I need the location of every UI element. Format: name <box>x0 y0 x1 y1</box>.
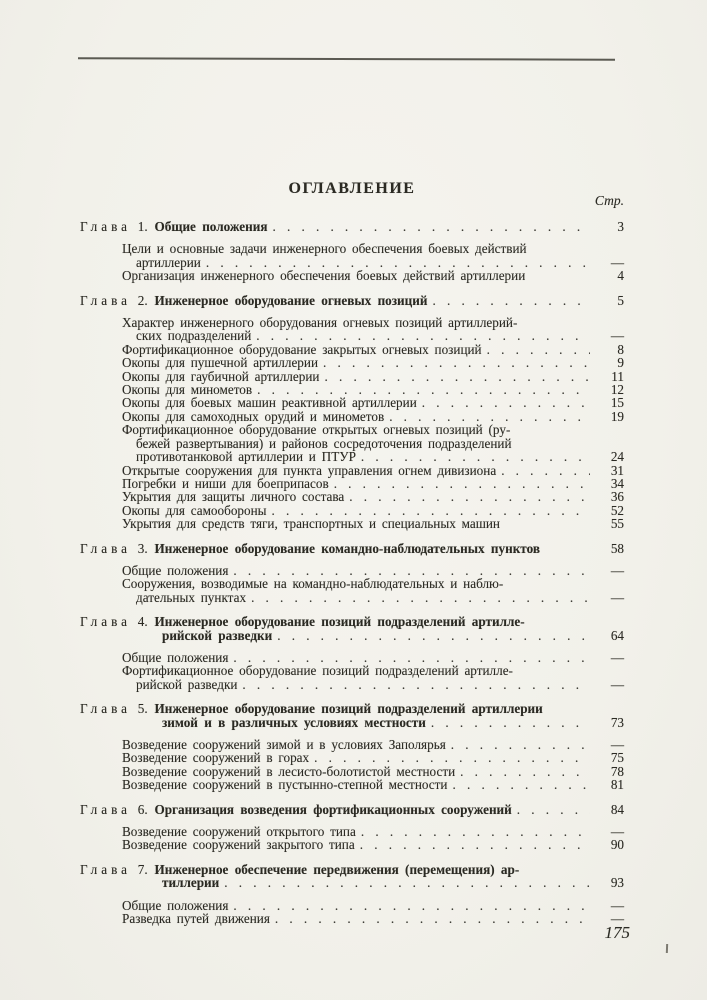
entry-text <box>80 615 525 628</box>
entry-page-number: 19 <box>610 408 624 424</box>
toc-line <box>80 678 624 691</box>
toc-line <box>80 542 624 555</box>
folio-page-number: 175 <box>604 923 630 942</box>
chapter-title: Инженерное обеспечение передвижения (перемещения) ар- <box>154 861 520 877</box>
entry-page-number: 84 <box>610 801 624 817</box>
entry-text: Возведение сооружений открытого типа <box>122 824 356 840</box>
entry-page-number: — <box>610 911 624 927</box>
entry-text: Погребки и ниши для боеприпасов <box>122 475 329 491</box>
chapter-number: 7. <box>131 861 154 877</box>
chapter-number: 6. <box>131 801 154 817</box>
toc-line <box>80 294 624 307</box>
dot-leader <box>319 370 590 383</box>
entry-page-number: — <box>610 737 624 752</box>
entry-text: Окопы для пушечной артиллерии <box>122 355 319 371</box>
dot-leader <box>356 825 590 838</box>
toc-line <box>80 464 624 477</box>
entry-text: Фортификационное оборудование открытых огневых позиций (ру- <box>122 422 511 438</box>
toc-line <box>80 564 624 577</box>
toc-entry-sub <box>80 316 624 343</box>
entry-text <box>80 702 543 715</box>
toc-entry-sub <box>80 751 624 764</box>
entry-page-number: 5 <box>617 292 624 308</box>
entry-page-number: — <box>610 649 624 665</box>
dot-leader <box>267 220 590 233</box>
dot-leader <box>219 876 590 889</box>
toc-entry-sub <box>80 410 624 423</box>
toc-entry-sub <box>80 423 624 463</box>
entry-text: Окопы для минометов <box>122 382 253 398</box>
chapter-title: Инженерное оборудование позиций подразделений артилле- <box>154 614 525 630</box>
entry-page-number: — <box>610 676 624 692</box>
entry-page-number: 3 <box>617 219 624 234</box>
toc-line <box>80 437 624 450</box>
toc-line <box>80 876 624 889</box>
entry-text <box>80 803 512 816</box>
dot-leader <box>228 651 590 664</box>
entry-page-number: 34 <box>610 475 624 491</box>
entry-page-number: 78 <box>610 763 624 779</box>
chapter-title-continuation: рийской разведки <box>162 627 273 643</box>
entry-page-number: — <box>610 589 624 605</box>
toc-line <box>80 396 624 409</box>
scan-artifact-mark <box>666 944 668 953</box>
chapter-title: Инженерное оборудование позиций подразделений артиллерии <box>154 701 543 717</box>
dot-leader <box>228 899 590 912</box>
chapter-word: Глава <box>80 219 131 234</box>
dot-leader <box>482 343 590 356</box>
entry-text: ских подразделений <box>136 328 252 344</box>
chapter-title: Организация возведения фортификационных сооружений <box>154 801 512 817</box>
chapter-word: Глава <box>80 801 131 817</box>
entry-page-number: 55 <box>610 516 624 532</box>
toc-line <box>80 370 624 383</box>
entry-page-number: 75 <box>610 750 624 766</box>
toc-line <box>80 738 624 751</box>
entry-page-number: — <box>610 562 624 578</box>
toc-line <box>80 383 624 396</box>
entry-page-number: 8 <box>617 341 624 357</box>
entry-page-number: 73 <box>610 714 624 730</box>
entry-page-number: 9 <box>617 355 624 371</box>
dot-leader <box>252 383 590 396</box>
entry-page-number: 31 <box>610 462 624 478</box>
dot-leader <box>344 490 590 503</box>
chapter-number: 5. <box>131 701 154 717</box>
entry-text: Общие положения <box>122 897 229 913</box>
dot-leader <box>201 256 590 269</box>
dot-leader <box>329 477 590 490</box>
entry-page-number: 81 <box>610 777 624 793</box>
toc-line <box>80 410 624 423</box>
entry-text <box>80 542 540 555</box>
toc-entry-sub <box>80 490 624 503</box>
toc-entry-sub <box>80 825 624 838</box>
chapter-title: Общие положения <box>154 219 268 234</box>
toc-line <box>80 899 624 912</box>
toc-entry-sub <box>80 577 624 604</box>
dot-leader <box>246 591 590 604</box>
dot-leader <box>427 294 590 307</box>
page-title: ОГЛАВЛЕНИЕ <box>288 180 416 197</box>
dot-leader <box>446 738 590 751</box>
entry-text: артиллерии <box>136 254 201 270</box>
toc-entry-chapter <box>80 615 624 642</box>
page-column-header: Стр. <box>594 193 624 208</box>
entry-page-number: 24 <box>610 449 624 465</box>
chapter-word: Глава <box>80 614 131 630</box>
toc-entry-sub <box>80 517 624 530</box>
entry-text: Общие положения <box>122 649 229 665</box>
entry-text <box>80 220 267 233</box>
entry-text: Сооружения, возводимые на командно-наблюдательных и наблю- <box>122 576 504 592</box>
chapter-title: Инженерное оборудование огневых позиций <box>154 292 428 308</box>
toc-line <box>80 423 624 436</box>
chapter-number: 3. <box>131 540 154 556</box>
entry-text <box>80 863 519 876</box>
toc-entry-sub <box>80 269 624 282</box>
toc-entry-sub <box>80 738 624 751</box>
dot-leader <box>251 329 590 342</box>
toc-line <box>80 664 624 677</box>
entry-page-number: 93 <box>610 875 624 891</box>
dot-leader <box>496 464 590 477</box>
dot-leader <box>355 838 590 851</box>
toc-entries <box>80 220 624 925</box>
toc-entry-sub <box>80 383 624 396</box>
entry-text: Возведение сооружений в горах <box>122 750 310 766</box>
toc-line <box>80 803 624 816</box>
entry-text: Окопы для самоходных орудий и минометов <box>122 408 385 424</box>
toc-line <box>80 450 624 463</box>
chapter-title-continuation: зимой и в различных условиях местности <box>162 714 426 730</box>
toc-line <box>80 269 624 282</box>
toc-entry-sub <box>80 564 624 577</box>
toc-line <box>80 316 624 329</box>
entry-text <box>162 629 272 642</box>
entry-page-number: 15 <box>610 395 624 411</box>
dot-leader <box>512 803 590 816</box>
chapter-title: Инженерное оборудование командно-наблюдательных пунктов <box>154 540 540 556</box>
dot-leader <box>309 751 590 764</box>
chapter-word: Глава <box>80 540 131 556</box>
toc-line <box>80 220 624 233</box>
dot-leader <box>455 765 590 778</box>
toc-entry-chapter <box>80 803 624 816</box>
toc-line <box>80 825 624 838</box>
toc-entry-sub <box>80 664 624 691</box>
toc-entry-sub <box>80 651 624 664</box>
toc-entry-chapter <box>80 220 624 233</box>
toc-line <box>80 702 624 715</box>
entry-page-number: 36 <box>610 489 624 505</box>
toc-entry-sub <box>80 765 624 778</box>
entry-page-number: 4 <box>617 268 624 284</box>
entry-text: Характер инженерного оборудования огневых позиций артиллерий- <box>122 315 518 331</box>
dot-leader <box>384 410 590 423</box>
toc-entry-chapter <box>80 294 624 307</box>
entry-page-number: — <box>610 897 624 913</box>
entry-text: Цели и основные задачи инженерного обеспечения боевых действий <box>122 241 527 257</box>
entry-text: Возведение сооружений зимой и в условиях Заполярья <box>122 737 446 752</box>
entry-page-number: 58 <box>610 540 624 556</box>
toc-line <box>80 256 624 269</box>
entry-text: Открытые сооружения для пункта управления огнем дивизиона <box>122 462 497 478</box>
toc-entry-sub <box>80 477 624 490</box>
toc-entry-chapter <box>80 702 624 729</box>
toc-line <box>80 591 624 604</box>
entry-text: Окопы для самообороны <box>122 502 267 518</box>
toc-line <box>80 343 624 356</box>
entry-page-number: 12 <box>610 382 624 398</box>
entry-page-number: — <box>610 254 624 270</box>
toc-line <box>80 863 624 876</box>
toc-entry-sub <box>80 396 624 409</box>
toc-entry-sub <box>80 899 624 912</box>
chapter-title-continuation: тиллерии <box>162 875 220 891</box>
entry-page-number: — <box>610 328 624 344</box>
dot-leader <box>267 504 590 517</box>
toc-line <box>80 490 624 503</box>
dot-leader <box>426 716 590 729</box>
entry-text: Организация инженерного обеспечения боевых действий артиллерии <box>122 268 526 284</box>
entry-text: Возведение сооружений в лесисто-болотистой местности <box>122 763 456 779</box>
entry-text: Фортификационное оборудование закрытых огневых позиций <box>122 341 482 357</box>
toc-line <box>80 504 624 517</box>
toc-entry-sub <box>80 356 624 369</box>
entry-text: Фортификационное оборудование позиций подразделений артилле- <box>122 663 513 679</box>
entry-page-number: — <box>610 824 624 840</box>
dot-leader <box>318 356 590 369</box>
entry-text: Возведение сооружений закрытого типа <box>122 837 355 853</box>
toc-line <box>80 356 624 369</box>
dot-leader <box>356 450 590 463</box>
toc-line <box>80 778 624 791</box>
toc-entry-sub <box>80 464 624 477</box>
entry-text: Укрытия для защиты личного состава <box>122 489 345 505</box>
chapter-number: 1. <box>131 219 154 234</box>
toc-line <box>80 716 624 729</box>
entry-text: рийской разведки <box>136 676 238 692</box>
dot-leader <box>417 396 590 409</box>
toc-line <box>80 577 624 590</box>
dot-leader <box>228 564 590 577</box>
toc-entry-sub <box>80 778 624 791</box>
dot-leader <box>447 778 590 791</box>
top-rule <box>78 57 615 60</box>
toc-line <box>80 651 624 664</box>
entry-text: Окопы для гаубичной артиллерии <box>122 368 320 384</box>
toc-line <box>80 615 624 628</box>
entry-text <box>80 294 427 307</box>
entry-text: Общие положения <box>122 562 229 578</box>
chapter-word: Глава <box>80 861 131 877</box>
entry-text: Укрытия для средств тяги, транспортных и специальных машин <box>122 516 500 532</box>
toc-entry-sub <box>80 242 624 269</box>
entry-page-number: 64 <box>610 627 624 643</box>
toc-entry-chapter <box>80 542 624 555</box>
entry-text: бежей развертывания) и районов сосредоточения подразделений <box>136 435 512 451</box>
entry-text: противотанковой артиллерии и ПТУР <box>136 449 356 465</box>
toc-line <box>80 751 624 764</box>
entry-text <box>162 716 426 729</box>
toc-line <box>80 838 624 851</box>
entry-text: Окопы для боевых машин реактивной артиллерии <box>122 395 417 411</box>
toc-line <box>80 242 624 255</box>
entry-page-number: 52 <box>610 502 624 518</box>
entry-text: дательных пунктах <box>136 589 247 605</box>
entry-text: Разведка путей движения <box>122 911 270 927</box>
chapter-number: 2. <box>131 292 154 308</box>
toc-line <box>80 477 624 490</box>
entry-page-number: 11 <box>611 368 624 384</box>
chapter-word: Глава <box>80 292 131 308</box>
chapter-word: Глава <box>80 701 131 717</box>
toc-entry-sub <box>80 838 624 851</box>
toc-line <box>80 629 624 642</box>
entry-text: Возведение сооружений в пустынно-степной местности <box>122 777 448 793</box>
dot-leader <box>237 678 590 691</box>
toc-entry-sub <box>80 370 624 383</box>
toc-line <box>80 329 624 342</box>
toc-line <box>80 517 624 530</box>
toc-line <box>80 765 624 778</box>
chapter-number: 4. <box>131 614 154 630</box>
entry-page-number: 90 <box>610 837 624 853</box>
entry-text <box>162 876 219 889</box>
toc-entry-chapter <box>80 863 624 890</box>
toc-entry-sub <box>80 504 624 517</box>
toc-entry-sub <box>80 343 624 356</box>
dot-leader <box>272 629 590 642</box>
